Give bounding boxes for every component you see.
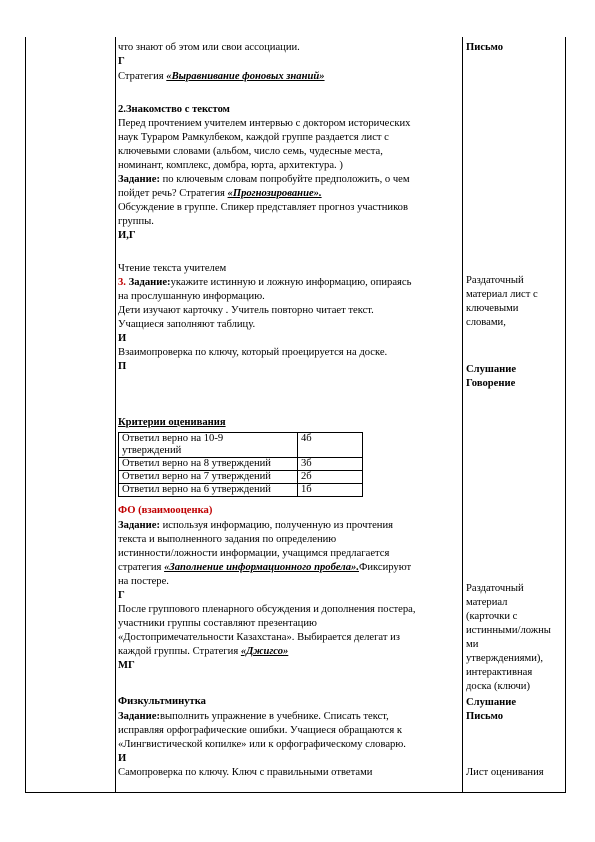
task-line bbox=[118, 174, 410, 186]
text-line: на прослушанную информацию. bbox=[118, 291, 265, 302]
resource-label: Письмо bbox=[466, 711, 504, 722]
text-line: «Лингвистической копилке» или к орфографическому словарю. bbox=[118, 739, 406, 750]
resource-label: ключевыми bbox=[466, 303, 519, 314]
criteria-cell: Ответил верно на 6 утверждений bbox=[119, 484, 298, 497]
task-text: по ключевым словам попробуйте предположить, о чем bbox=[159, 174, 410, 185]
text-line: Обсуждение в группе. Спикер представляет прогноз участников bbox=[118, 202, 408, 213]
criteria-title: Критерии оценивания bbox=[118, 417, 226, 428]
text-line: Учащиеся заполняют таблицу. bbox=[118, 319, 256, 330]
task-line bbox=[118, 711, 389, 723]
resource-label: (карточки с bbox=[466, 611, 518, 622]
resource-label: Раздаточный bbox=[466, 583, 524, 594]
table-border-col1 bbox=[115, 37, 116, 793]
score-cell: 4б bbox=[298, 433, 363, 458]
strategy-prefix: стратегия bbox=[118, 562, 165, 573]
text-line: участники группы составляют презентацию bbox=[118, 618, 317, 629]
text-line: группы. bbox=[118, 216, 154, 227]
strategy-line bbox=[118, 188, 322, 200]
strategy-line bbox=[118, 646, 288, 658]
strategy-name: «Выравнивание фоновых знаний» bbox=[166, 71, 325, 82]
group-mark: П bbox=[118, 361, 127, 372]
resource-label: материал bbox=[466, 597, 508, 608]
criteria-cell: Ответил верно на 10-9 утверждений bbox=[119, 433, 298, 458]
group-mark: Г bbox=[118, 56, 125, 67]
table-border-left bbox=[25, 37, 26, 793]
resource-label: ми bbox=[466, 639, 479, 650]
score-cell: 3б bbox=[298, 458, 363, 471]
text-line: номинант, комплекс, домбра, юрта, архитектура. ) bbox=[118, 160, 343, 171]
resource-label: материал лист с bbox=[466, 289, 538, 300]
task-label: Задание: bbox=[118, 174, 160, 185]
group-mark: И bbox=[118, 753, 127, 764]
group-mark: И,Г bbox=[118, 230, 136, 241]
strategy-name: «Прогнозирование». bbox=[227, 188, 322, 199]
resource-label: истинными/ложны bbox=[466, 625, 551, 636]
task-label: Задание: bbox=[118, 711, 160, 722]
assessment-label: ФО (взаимооценка) bbox=[118, 505, 213, 516]
text-line: текста и выполненного задания по определению bbox=[118, 534, 337, 545]
strategy-suffix: Фиксируют bbox=[358, 562, 412, 573]
resource-label: Раздаточный bbox=[466, 275, 524, 286]
strategy-name: «Заполнение информационного пробела». bbox=[164, 562, 359, 573]
resource-label: Письмо bbox=[466, 42, 504, 53]
task-text: выполнить упражнение в учебнике. Списать текст, bbox=[159, 711, 389, 722]
criteria-cell: Ответил верно на 7 утверждений bbox=[119, 471, 298, 484]
resource-label: Лист оценивания bbox=[466, 767, 544, 778]
table-row bbox=[119, 433, 363, 458]
text-line: Перед прочтением учителем интервью с доктором исторических bbox=[118, 118, 411, 129]
group-mark: И bbox=[118, 333, 127, 344]
resource-label: Слушание bbox=[466, 364, 517, 375]
task-text: укажите истинную и ложную информацию, опираясь bbox=[170, 277, 412, 288]
text-line: ключевыми словами (альбом, число семь, чудесные места, bbox=[118, 146, 383, 157]
strategy-prefix: каждой группы. Стратегия bbox=[118, 646, 241, 657]
resource-label: утверждениями), bbox=[466, 653, 544, 664]
strategy-line bbox=[118, 71, 325, 83]
task-label: Задание: bbox=[118, 520, 160, 531]
score-cell: 2б bbox=[298, 471, 363, 484]
strategy-line bbox=[118, 562, 411, 574]
table-row bbox=[119, 458, 363, 471]
section-title: Физкультминутка bbox=[118, 696, 206, 707]
task-number: 3. bbox=[118, 277, 126, 288]
resource-label: Слушание bbox=[466, 697, 517, 708]
text-line: наук Тураром Рамкулбеком, каждой группе раздается лист с bbox=[118, 132, 389, 143]
text-line: Взаимопроверка по ключу, который проецируется на доске. bbox=[118, 347, 388, 358]
text-line: После группового пленарного обсуждения и дополнения постера, bbox=[118, 604, 416, 615]
criteria-cell: Ответил верно на 8 утверждений bbox=[119, 458, 298, 471]
text-line: что знают об этом или свои ассоциации. bbox=[118, 42, 300, 53]
resource-label: интерактивная bbox=[466, 667, 533, 678]
criteria-table bbox=[118, 432, 363, 497]
score-cell: 1б bbox=[298, 484, 363, 497]
text-line: «Достопримечательности Казахстана». Выбирается делегат из bbox=[118, 632, 400, 643]
strategy-prefix: пойдет речь? Стратегия bbox=[118, 188, 228, 199]
table-row bbox=[119, 484, 363, 497]
task-line bbox=[118, 520, 393, 532]
resource-label: доска (ключи) bbox=[466, 681, 530, 692]
section-title: 2.Знакомство с текстом bbox=[118, 104, 230, 115]
group-mark: Г bbox=[118, 590, 125, 601]
group-mark: МГ bbox=[118, 660, 135, 671]
resource-label: словами, bbox=[466, 317, 506, 328]
table-row bbox=[119, 471, 363, 484]
strategy-name: «Джигсо» bbox=[240, 646, 289, 657]
text-line: на постере. bbox=[118, 576, 169, 587]
task-label: Задание: bbox=[125, 277, 171, 288]
text-line: исправляя орфографические ошибки. Учащиеся обращаются к bbox=[118, 725, 402, 736]
task-line bbox=[118, 277, 411, 289]
task-text: используя информацию, полученную из прочтения bbox=[159, 520, 393, 531]
table-border-bottom bbox=[25, 792, 566, 793]
table-border-right bbox=[565, 37, 566, 793]
strategy-prefix: Стратегия bbox=[118, 71, 167, 82]
text-line: истинности/ложности информации, учащимся предлагается bbox=[118, 548, 390, 559]
text-line: Чтение текста учителем bbox=[118, 263, 227, 274]
text-line: Самопроверка по ключу. Ключ с правильными ответами bbox=[118, 767, 373, 778]
resource-label: Говорение bbox=[466, 378, 516, 389]
table-border-col2 bbox=[462, 37, 463, 793]
text-line: Дети изучают карточку . Учитель повторно читает текст. bbox=[118, 305, 374, 316]
